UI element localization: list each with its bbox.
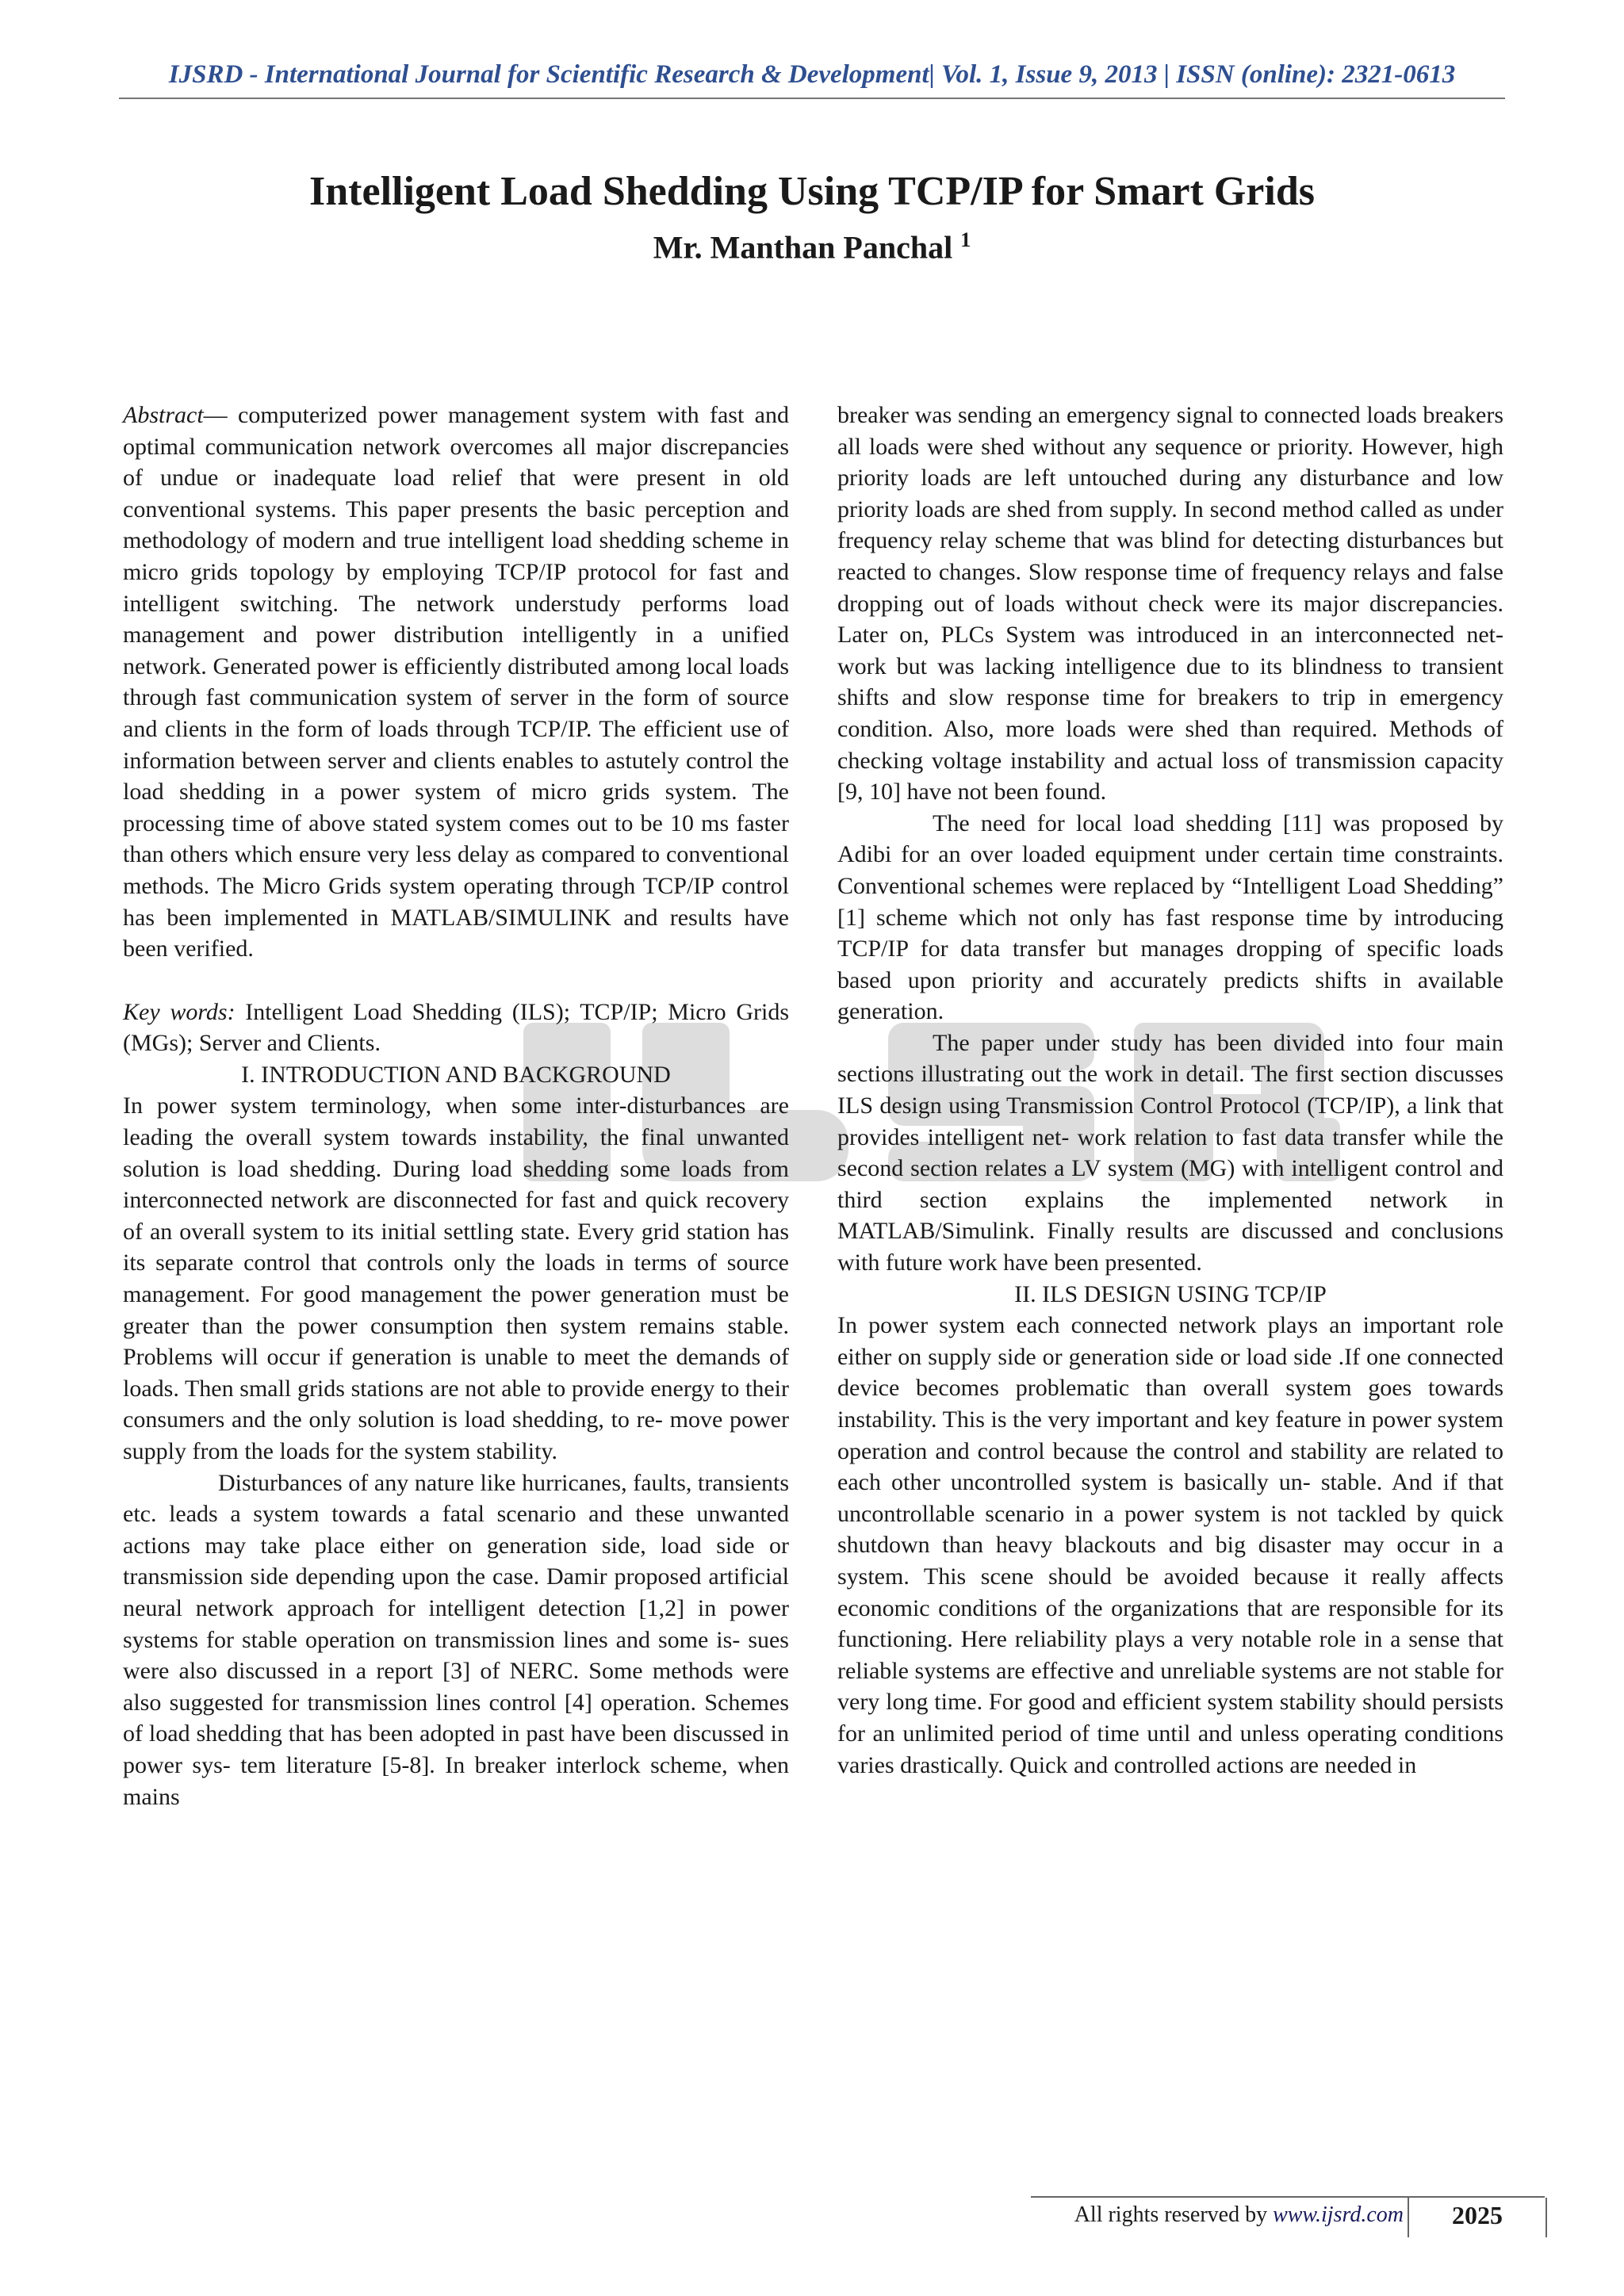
abstract-label: Abstract [123, 402, 204, 428]
page-number: 2025 [1452, 2201, 1503, 2229]
abstract [123, 400, 789, 965]
paper-title: Intelligent Load Shedding Using TCP/IP for Smart Grids [309, 169, 1315, 214]
header-rule [119, 98, 1505, 99]
right-column [837, 400, 1503, 1781]
running-header: IJSRD - International Journal for Scientific Research & Development| Vol. 1, Issue 9, 2013 | ISSN (online): 2321-0613 [168, 60, 1456, 89]
paragraph: The paper under study has been divided into four main sections illustrating out the work in detail. The first section discusses ILS design using Transmission Control Protocol (TCP/IP), a link that provides intelligent net- work relation to fast data transfer while the second section relates a LV system (MG) with intelligent control and third section explains the implemented network in MATLAB/Simulink. Finally results are discussed and conclusions with future work have been presented. [837, 1029, 1503, 1276]
paragraph: In power system each connected network plays an important role either on supply side or generation side or load side .If one connected device becomes problematic than overall system goes towards instability. This is the very important and key feature in power system operation and control because the control and stability are related to each other uncontrolled system is basically un- stable. And if that uncontrollable scenario in a power system is not tackled by quick shutdown than heavy blackouts and big disaster may occur in a system. This scene should be avoided because it really affects economic conditions of the organizations that are responsible for its functioning. Here reliability plays a very notable role in a sense that reliable systems are effective and unreliable systems are not stable for very long time. For good and efficient system stability should persists for an unlimited period of time until and unless operating conditions varies drastically. Quick and controlled actions are needed in [837, 1312, 1503, 1778]
keywords [123, 997, 789, 1059]
paragraph: The need for local load shedding [11] was proposed by Adibi for an over loaded equipment under certain time constraints. Conventional schemes were replaced by “Intelligent Load Shedding” [1] scheme which not only has fast response time by introducing TCP/IP for data transfer but manages dropping of specific loads based upon priority and accurately predicts shifts in available generation. [837, 809, 1503, 1025]
paragraph: breaker was sending an emergency signal to connected loads breakers all loads were shed without any sequence or priority. However, high priority loads are left untouched during any disturbance and low priority loads are shed from supply. In second method called as under frequency relay scheme that was blind for detecting disturbances but reacted to changes. Slow response time of frequency relays and false dropping out of loads without check were its major discrepancies. Later on, PLCs System was introduced in an interconnected net- work but was lacking intelligence due to its blindness to transient shifts and slow response time for breakers to trip in emergency condition. Also, more loads were shed than required. Methods of checking voltage instability and actual loss of transmission capacity [9, 10] have not been found. [837, 402, 1503, 806]
author-affiliation-mark: 1 [960, 228, 971, 251]
footer-rights-text: All rights reserved by [1074, 2202, 1274, 2227]
paragraph: Disturbances of any nature like hurricanes, faults, transients etc. leads a system towards a fatal scenario and these unwanted actions may take place either on generation side, load side or transmission side depending upon the case. Damir proposed artificial neural network approach for intelligent detection [1,2] in power systems for stable operation on transmission lines and some is- sues were also discussed in a report [3] of NERC. Some methods were also suggested for transmission lines control [4] operation. Schemes of load shedding that has been adopted in past have been discussed in power sys- tem literature [5-8]. In breaker interlock scheme, when mains [123, 1469, 789, 1810]
paragraph: In power system terminology, when some inter-disturbances are leading the overall system towards instability, the final unwanted solution is load shedding. During load shedding some loads from interconnected network are disconnected for fast and quick recovery of an overall system to its initial settling state. Every grid station has its separate control that controls only the loads in terms of source management. For good management the power generation must be greater than the power consumption then system remains stable. Problems will occur if generation is unable to meet the demands of loads. Then small grids stations are not able to provide energy to their consumers and the only solution is load shedding, to re- move power supply from the loads for the system stability. [123, 1093, 789, 1464]
author-name: Mr. Manthan Panchal [653, 229, 953, 266]
left-column [123, 400, 789, 1812]
footer-site-link[interactable]: www.ijsrd.com [1273, 2202, 1404, 2227]
section-heading-introduction: I. INTRODUCTION AND BACKGROUND [241, 1061, 671, 1088]
footer-rights [975, 2202, 1404, 2228]
abstract-text: — computerized power management system with fast and optimal communication network overcomes all major discrepancies of undue or inadequate load relief that were present in old conventional systems. This paper presents the basic perception and methodology of modern and true intelligent load shedding scheme in micro grids topology by employing TCP/IP protocol for fast and intelligent switching. The network understudy performs load management and power distribution intelligently in a unified network. Generated power is efficiently distributed among local loads through fast communication system of server in the form of source and clients in the form of loads through TCP/IP. The efficient use of information between server and clients enables to astutely control the load shedding in a power system of micro grids system. The processing time of above stated system comes out to be 10 ms faster than others which ensure very less delay as compared to conventional methods. The Micro Grids system operating through TCP/IP control has been implemented in MATLAB/SIMULINK and results have been verified. [123, 402, 789, 962]
keywords-text: Intelligent Load Shedding (ILS); TCP/IP; Micro Grids (MGs); Server and Clients. [123, 998, 789, 1057]
keywords-label: Key words: [123, 998, 236, 1025]
paper-author [119, 228, 1505, 266]
section-heading-ils-design: II. ILS DESIGN USING TCP/IP [1014, 1280, 1327, 1307]
